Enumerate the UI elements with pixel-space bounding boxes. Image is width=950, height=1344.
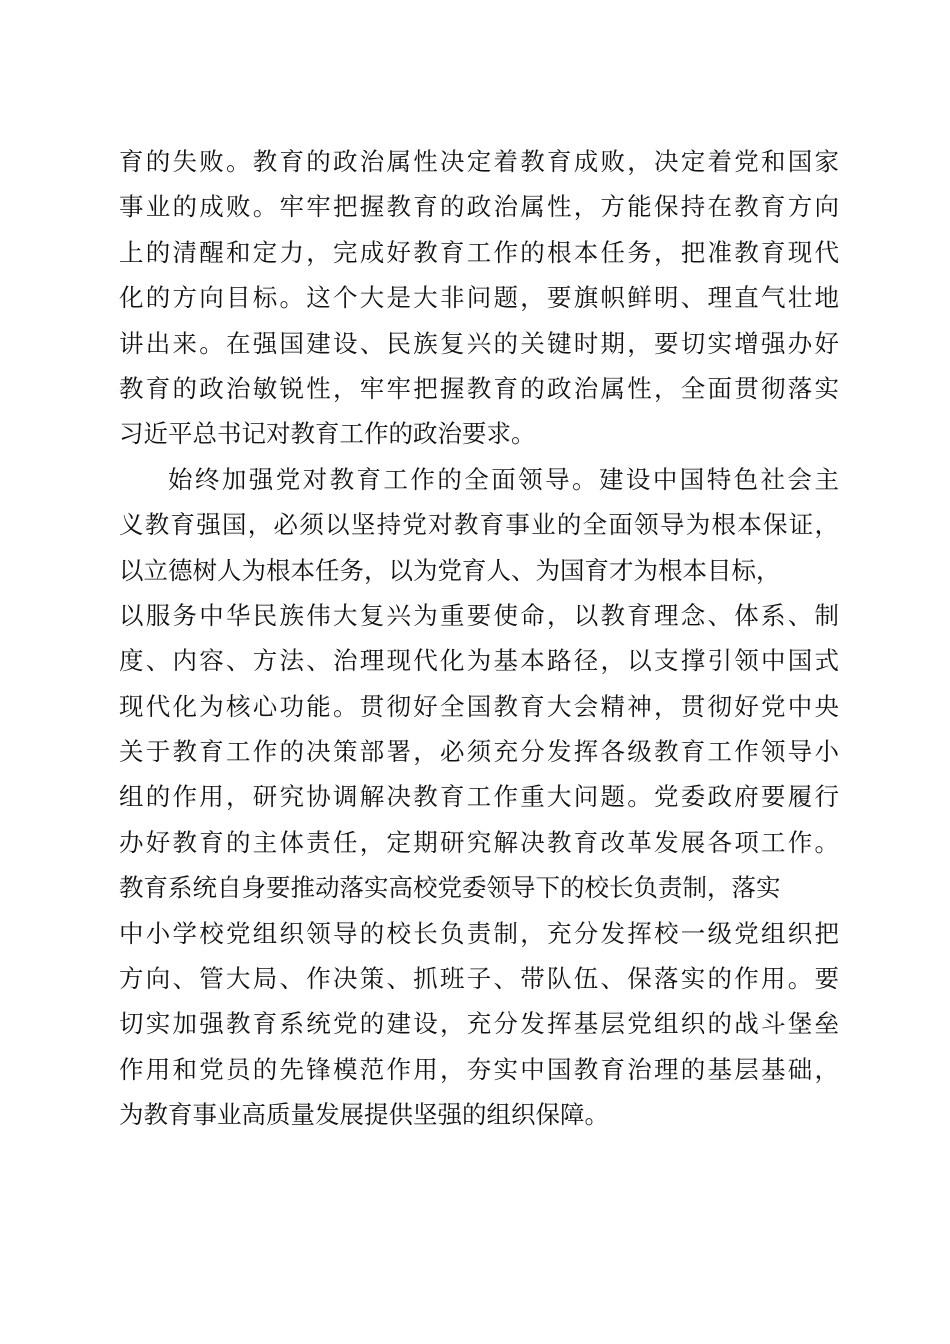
paragraph-line: 始终加强党对教育工作的全面领导。建设中国特色社会主 bbox=[168, 464, 839, 494]
paragraph-line: 办好教育的主体责任，定期研究解决教育改革发展各项工作。 bbox=[119, 827, 839, 857]
paragraph-line: 切实加强教育系统党的建设，充分发挥基层党组织的战斗堡垒 bbox=[119, 1009, 839, 1039]
paragraph-line: 作用和党员的先锋模范作用，夯实中国教育治理的基层基础， bbox=[119, 1054, 839, 1084]
paragraph-line: 习近平总书记对教育工作的政治要求。 bbox=[119, 419, 536, 449]
paragraph-line: 事业的成败。牢牢把握教育的政治属性，方能保持在教育方向 bbox=[119, 192, 839, 222]
paragraph-line: 义教育强国，必须以坚持党对教育事业的全面领导为根本保证， bbox=[119, 510, 839, 540]
paragraph-line: 关于教育工作的决策部署，必须充分发挥各级教育工作领导小 bbox=[119, 737, 839, 767]
paragraph-line: 中小学校党组织领导的校长负责制，充分发挥校一级党组织把 bbox=[119, 918, 839, 948]
paragraph-line: 讲出来。在强国建设、民族复兴的关键时期，要切实增强办好 bbox=[119, 328, 839, 358]
paragraph-line bbox=[119, 1138, 839, 1183]
paragraph-line: 育的失败。教育的政治属性决定着教育成败，决定着党和国家 bbox=[119, 147, 839, 176]
paragraph-1 bbox=[119, 139, 839, 457]
paragraph-line: 为教育事业高质量发展提供坚强的组织保障。 bbox=[119, 1100, 609, 1130]
paragraph-line: 化的方向目标。这个大是大非问题，要旗帜鲜明、理直气壮地 bbox=[119, 283, 839, 313]
paragraph-line: 以服务中华民族伟大复兴为重要使命，以教育理念、体系、制 bbox=[119, 600, 839, 630]
paragraph-line: 以立德树人为根本任务，以为党育人、为国育才为根本目标， bbox=[119, 555, 781, 585]
document-body bbox=[119, 139, 839, 1183]
paragraph-line: 上的清醒和定力，完成好教育工作的根本任务，把准教育现代 bbox=[119, 237, 839, 267]
paragraph-line: 现代化为核心功能。贯彻好全国教育大会精神，贯彻好党中央 bbox=[119, 691, 839, 721]
paragraph-line: 组的作用，研究协调解决教育工作重大问题。党委政府要履行 bbox=[119, 782, 839, 812]
paragraph-line: 度、内容、方法、治理现代化为基本路径，以支撑引领中国式 bbox=[119, 646, 839, 676]
paragraph-2 bbox=[119, 457, 839, 1183]
paragraph-line: 方向、管大局、作决策、抓班子、带队伍、保落实的作用。要 bbox=[119, 964, 839, 994]
paragraph-line: 教育系统自身要推动落实高校党委领导下的校长负责制，落实 bbox=[119, 873, 781, 903]
paragraph-line: 教育的政治敏锐性，牢牢把握教育的政治属性，全面贯彻落实 bbox=[119, 373, 839, 403]
